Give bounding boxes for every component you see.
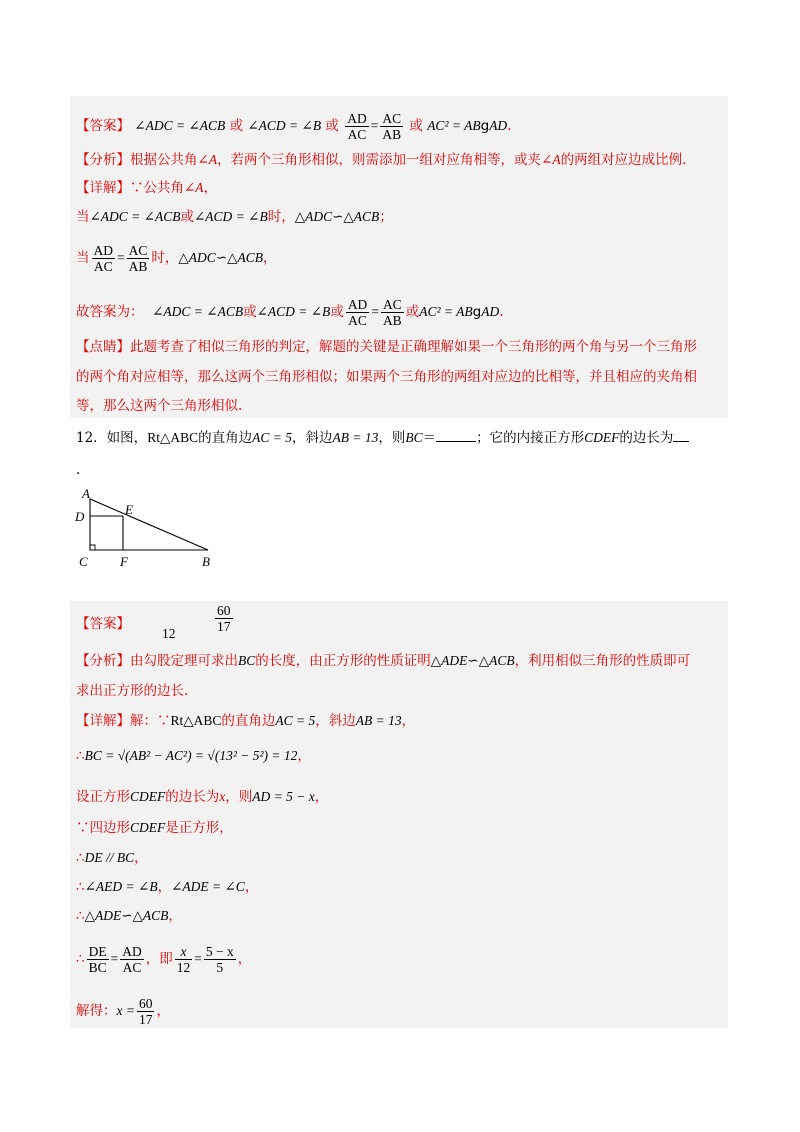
question-12: 12．如图，Rt△ABC的直角边AC = 5，斜边AB = 13，则BC＝ ；它的内接正方形CDEF的边长为: [76, 428, 689, 448]
answer-line-12: [76, 614, 130, 634]
analysis-tag: 【分析】: [76, 653, 130, 669]
detail-line-4: 故答案为： ∠ADC = ∠ACB或∠ACD = ∠B或 $\frac{AD}{AC}$ = $\frac{AC}{AB}$ 或AC² = ABgAD.: [76, 297, 504, 328]
detail-line-2: 当∠ADC = ∠ACB或∠ACD = ∠B时，△ADC∽△ACB；: [76, 209, 393, 225]
label-E: E: [125, 502, 133, 517]
answer-value-2: $\frac{60}{17}$: [217, 603, 231, 634]
comment-line-3: 等，那么这两个三角形相似.: [76, 398, 243, 414]
detail2-line-3: 设正方形CDEF的边长为x，则AD = 5 − x，: [76, 789, 329, 805]
detail2-line-9: 解得：x = $\frac{60}{17}$ ，: [76, 996, 170, 1027]
analysis-line-11: 【分析】根据公共角∠A，若两个三角形相似，则需添加一组对应角相等，或夹∠A的两组对应边成比例.: [76, 152, 687, 168]
fraction: $\frac{AD}{AC}$: [93, 243, 113, 274]
comment-line-2: 的两个角对应相等，那么这两个三角形相似；如果两个三角形的两组对应边的比相等，并且相应的夹角相: [76, 369, 697, 385]
detail-line-1: 【详解】∵公共角∠A，: [76, 180, 218, 196]
label-B: B: [202, 554, 210, 569]
label-C: C: [79, 554, 88, 569]
analysis-line-12b: 求出正方形的边长.: [76, 683, 189, 699]
answer-tag: 【答案】: [76, 118, 130, 134]
answer-blank-2: [673, 429, 689, 442]
detail2-line-6: ∴∠AED = ∠B，∠ADE = ∠C，: [76, 879, 259, 895]
answer-blank-1: [436, 429, 476, 442]
detail-tag: 【详解】: [76, 180, 130, 196]
label-D: D: [75, 509, 85, 524]
label-A: A: [82, 486, 90, 501]
fraction: $\frac{AD}{AC}$: [347, 297, 368, 328]
fraction: $\frac{AC}{AB}$: [128, 243, 148, 274]
analysis-tag: 【分析】: [76, 152, 130, 168]
comment-line-1: 【点睛】此题考查了相似三角形的判定，解题的关键是正确理解如果一个三角形的两个角与另一个三角形: [76, 339, 697, 355]
detail2-line-8: ∴ $\frac{DE}{BC}$ = $\frac{AD}{AC}$ ，即 $\frac{x}{12}$ = $\frac{5 - x}{5}$ ，: [76, 944, 252, 975]
detail-tag: 【详解】: [76, 713, 130, 729]
fraction: $\frac{AD}{AC}$: [347, 111, 367, 142]
detail2-line-1: 【详解】解：∵Rt△ABC的直角边AC = 5，斜边AB = 13，: [76, 713, 416, 729]
triangle-figure: [70, 484, 230, 574]
detail2-line-4: ∵四边形CDEF是正方形，: [76, 820, 233, 836]
label-F: F: [120, 554, 128, 569]
question-12-end: .: [76, 462, 81, 478]
detail2-line-2: ∴BC = √(AB² − AC²) = √(13² − 5²) = 12，: [76, 748, 311, 764]
analysis-line-12a: 【分析】由勾股定理可求出BC的长度，由正方形的性质证明△ADE∽△ACB，利用相似三角形的性质即可: [76, 653, 691, 669]
answer-line-11: 【答案】 ∠ADC = ∠ACB 或 ∠ACD = ∠B 或 $\frac{AD}{AC}$ = $\frac{AC}{AB}$ 或 AC² = ABgAD.: [76, 111, 512, 142]
detail2-line-7: ∴△ADE∽△ACB，: [76, 908, 182, 924]
fraction: $\frac{AC}{AB}$: [382, 297, 402, 328]
answer-tag: 【答案】: [76, 616, 130, 632]
detail2-line-5: ∴DE // BC，: [76, 850, 148, 866]
fraction: $\frac{AC}{AB}$: [382, 111, 402, 142]
answer-value-1: 12: [162, 626, 176, 641]
comment-tag: 【点睛】: [76, 339, 130, 355]
detail-line-3: 当 $\frac{AD}{AC}$ = $\frac{AC}{AB}$ 时，△ADC∽△ACB，: [76, 243, 277, 274]
